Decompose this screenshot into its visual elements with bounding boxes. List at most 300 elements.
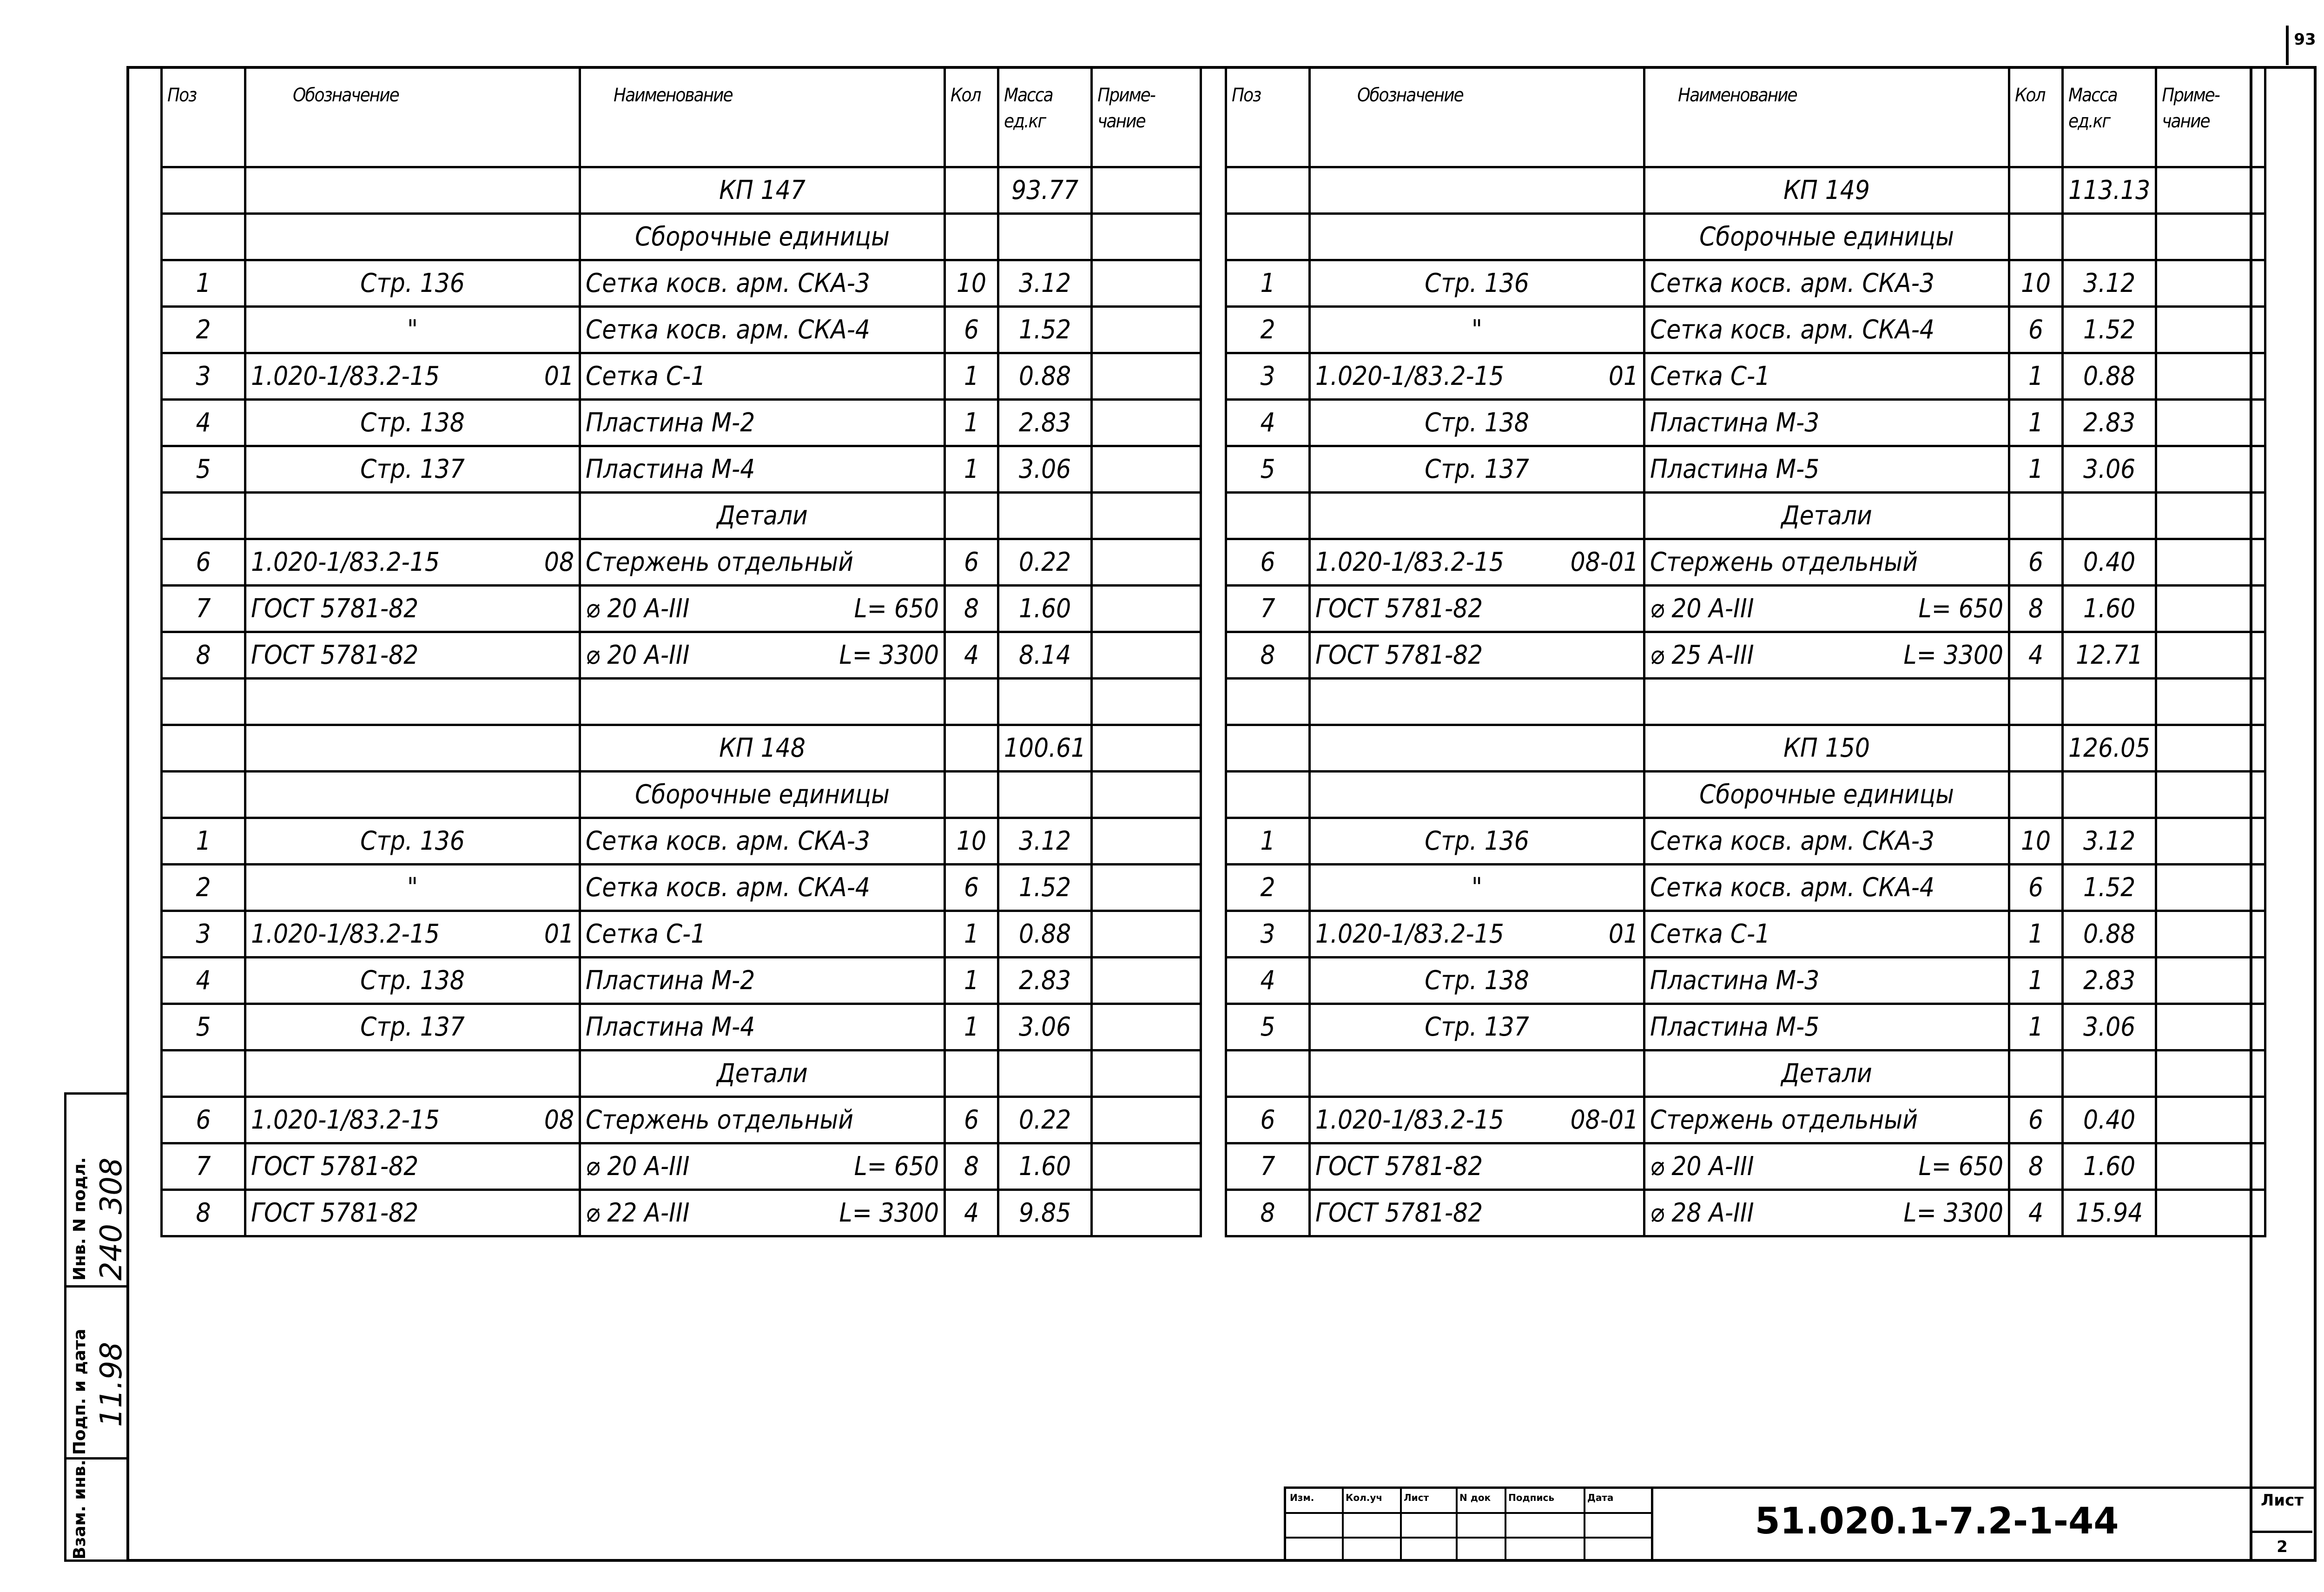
cell-qty: 6 (2009, 1097, 2063, 1143)
cell-name: Сетка косв. арм. СКА-4 (1644, 307, 2009, 353)
designation-text: 1.020-1/83.2-15 (251, 361, 440, 391)
cell-mass: 3.06 (998, 446, 1092, 493)
cell-designation (245, 1190, 580, 1236)
table-header-row (1226, 67, 2265, 167)
cell-name: Сетка С-1 (1644, 911, 2009, 958)
cell-designation: Стр. 136 (245, 818, 580, 865)
cell-poz: 2 (162, 307, 245, 353)
table-row (1226, 958, 2265, 1004)
cell-name: Стержень отдельный (1644, 539, 2009, 586)
cell-poz: 8 (1226, 1190, 1310, 1236)
cell-designation (1310, 911, 1644, 958)
rebar-length: L= 650 (854, 594, 939, 624)
cell-note (2156, 1190, 2265, 1236)
cell-designation (245, 1143, 580, 1190)
cell-poz: 5 (162, 1004, 245, 1050)
cell-note (2156, 632, 2265, 679)
cell-note (2156, 958, 2265, 1004)
cell-note (1092, 493, 1201, 539)
cell-name: Детали (580, 493, 945, 539)
cell-qty (2009, 725, 2063, 772)
cell-note (1092, 214, 1201, 260)
table-row (1226, 911, 2265, 958)
cell-name: Сетка С-1 (580, 911, 945, 958)
table-row (162, 1097, 1201, 1143)
cell-note (2156, 818, 2265, 865)
cell-designation: Стр. 136 (1310, 818, 1644, 865)
table-row (162, 1004, 1201, 1050)
table-row (162, 446, 1201, 493)
cell-designation (1310, 1097, 1644, 1143)
cell-mass (998, 493, 1092, 539)
table-row (1226, 679, 2265, 725)
header-designation: Обозначение (1310, 67, 1644, 167)
designation-text: 1.020-1/83.2-15 (1315, 361, 1504, 391)
cell-poz (1226, 1050, 1310, 1097)
cell-designation: Стр. 138 (245, 400, 580, 446)
cell-designation: Стр. 137 (1310, 1004, 1644, 1050)
cell-name (580, 1143, 945, 1190)
cell-qty: 1 (945, 1004, 998, 1050)
cell-note (1092, 1097, 1201, 1143)
cell-designation: Стр. 137 (245, 446, 580, 493)
cell-name (580, 632, 945, 679)
title-block (1284, 1486, 2317, 1562)
cell-mass: 3.06 (2063, 1004, 2156, 1050)
header-note: Приме- чание (1092, 67, 1201, 167)
table-row (162, 1143, 1201, 1190)
cell-name: Пластина М-3 (1644, 958, 2009, 1004)
cell-qty: 1 (945, 958, 998, 1004)
table-row (1226, 1050, 2265, 1097)
cell-note (1092, 307, 1201, 353)
cell-name: Сетка С-1 (1644, 353, 2009, 400)
cell-qty: 10 (2009, 818, 2063, 865)
tb-label-ndok: N док (1459, 1492, 1491, 1503)
cell-poz (1226, 772, 1310, 818)
table-row (162, 539, 1201, 586)
cell-qty: 1 (2009, 911, 2063, 958)
cell-note (2156, 725, 2265, 772)
cell-qty (945, 1050, 998, 1097)
rebar-mark: ⌀ 22 А-III (586, 1198, 690, 1228)
stamp-inv-podl-label: Инв. N подл. (70, 1157, 89, 1281)
cell-qty (945, 772, 998, 818)
cell-poz: 8 (162, 1190, 245, 1236)
cell-qty (2009, 214, 2063, 260)
designation-text: ГОСТ 5781-82 (251, 640, 419, 670)
cell-mass: 3.06 (998, 1004, 1092, 1050)
table-row (1226, 1004, 2265, 1050)
cell-qty: 6 (945, 539, 998, 586)
cell-name (1644, 632, 2009, 679)
cell-poz (162, 214, 245, 260)
cell-note (2156, 446, 2265, 493)
cell-poz: 3 (1226, 911, 1310, 958)
cell-designation (245, 586, 580, 632)
designation-text: ГОСТ 5781-82 (1315, 594, 1483, 624)
document-code: 51.020.1-7.2-1-44 (1755, 1500, 2119, 1542)
cell-poz: 3 (162, 911, 245, 958)
header-mass: Масса ед.кг (2063, 67, 2156, 167)
table-row (1226, 632, 2265, 679)
table-row (162, 911, 1201, 958)
table-row (162, 679, 1201, 725)
designation-text: 1.020-1/83.2-15 (251, 547, 440, 577)
designation-text: ГОСТ 5781-82 (1315, 640, 1483, 670)
header-note: Приме- чание (2156, 67, 2265, 167)
table-row (1226, 818, 2265, 865)
cell-name: Стержень отдельный (580, 1097, 945, 1143)
page-number: 93 (2286, 26, 2321, 65)
stamp-podp-value: 11.98 (94, 1341, 129, 1427)
cell-qty: 4 (945, 632, 998, 679)
cell-designation: Стр. 138 (1310, 958, 1644, 1004)
cell-note (2156, 772, 2265, 818)
table-row (162, 493, 1201, 539)
cell-designation (1310, 493, 1644, 539)
cell-designation (1310, 725, 1644, 772)
cell-note (2156, 679, 2265, 725)
cell-note (1092, 958, 1201, 1004)
cell-mass: 1.60 (998, 586, 1092, 632)
table-row (1226, 167, 2265, 214)
cell-name: КП 150 (1644, 725, 2009, 772)
table-row (1226, 400, 2265, 446)
cell-mass: 15.94 (2063, 1190, 2156, 1236)
cell-name: Сетка косв. арм. СКА-3 (1644, 818, 2009, 865)
designation-text: 1.020-1/83.2-15 (1315, 547, 1504, 577)
table-row (1226, 586, 2265, 632)
tb-label-list: Лист (1404, 1492, 1429, 1503)
cell-mass: 0.88 (998, 353, 1092, 400)
table-row (1226, 493, 2265, 539)
cell-mass: 0.88 (998, 911, 1092, 958)
cell-mass: 1.52 (2063, 865, 2156, 911)
cell-designation (1310, 539, 1644, 586)
cell-designation: Стр. 138 (245, 958, 580, 1004)
cell-note (1092, 772, 1201, 818)
cell-poz: 3 (162, 353, 245, 400)
rebar-mark: ⌀ 28 А-III (1650, 1198, 1754, 1228)
cell-qty: 8 (945, 586, 998, 632)
rebar-mark: ⌀ 20 А-III (1650, 594, 1754, 624)
cell-name: Пластина М-5 (1644, 446, 2009, 493)
cell-note (1092, 1190, 1201, 1236)
cell-designation (245, 772, 580, 818)
tb-label-kol: Кол.уч (1346, 1492, 1383, 1503)
cell-qty (2009, 772, 2063, 818)
rebar-length: L= 650 (854, 1151, 939, 1182)
header-name: Наименование (580, 67, 945, 167)
tb-label-izm: Изм. (1290, 1492, 1314, 1503)
cell-poz: 2 (1226, 307, 1310, 353)
table-row (162, 865, 1201, 911)
designation-code: 01 (544, 361, 574, 391)
cell-poz: 8 (162, 632, 245, 679)
cell-qty (2009, 167, 2063, 214)
rebar-length: L= 3300 (839, 1198, 939, 1228)
cell-note (1092, 167, 1201, 214)
cell-note (1092, 1004, 1201, 1050)
cell-poz: 2 (1226, 865, 1310, 911)
designation-text: ГОСТ 5781-82 (251, 594, 419, 624)
designation-text: ГОСТ 5781-82 (251, 1198, 419, 1228)
cell-name (1644, 1190, 2009, 1236)
cell-mass: 2.83 (998, 400, 1092, 446)
cell-qty: 10 (2009, 260, 2063, 307)
cell-mass: 3.12 (2063, 260, 2156, 307)
table-row (162, 400, 1201, 446)
cell-note (2156, 307, 2265, 353)
cell-note (2156, 493, 2265, 539)
header-qty: Кол (945, 67, 998, 167)
cell-note (1092, 632, 1201, 679)
cell-poz (162, 493, 245, 539)
cell-designation (245, 632, 580, 679)
cell-qty: 4 (2009, 632, 2063, 679)
cell-name: Пластина М-4 (580, 446, 945, 493)
cell-poz: 6 (1226, 1097, 1310, 1143)
cell-qty (2009, 1050, 2063, 1097)
cell-name: Сетка косв. арм. СКА-3 (1644, 260, 2009, 307)
cell-poz: 4 (162, 958, 245, 1004)
cell-poz: 1 (162, 818, 245, 865)
table-row (162, 1190, 1201, 1236)
cell-poz: 5 (162, 446, 245, 493)
cell-name: Стержень отдельный (1644, 1097, 2009, 1143)
cell-mass: 3.06 (2063, 446, 2156, 493)
cell-note (2156, 865, 2265, 911)
cell-note (2156, 586, 2265, 632)
cell-qty: 1 (2009, 353, 2063, 400)
cell-designation: Стр. 138 (1310, 400, 1644, 446)
designation-text: ГОСТ 5781-82 (251, 1151, 419, 1182)
header-name: Наименование (1644, 67, 2009, 167)
table-row (1226, 725, 2265, 772)
cell-note (2156, 1143, 2265, 1190)
designation-text: ГОСТ 5781-82 (1315, 1198, 1483, 1228)
table-row (162, 1050, 1201, 1097)
cell-name: Сетка косв. арм. СКА-3 (580, 260, 945, 307)
cell-poz (162, 772, 245, 818)
table-row (162, 958, 1201, 1004)
cell-name: Сетка косв. арм. СКА-4 (1644, 865, 2009, 911)
designation-code: 08-01 (1570, 547, 1638, 577)
cell-designation (1310, 353, 1644, 400)
cell-designation: " (1310, 307, 1644, 353)
table-row (1226, 1143, 2265, 1190)
cell-designation (245, 214, 580, 260)
designation-text: 1.020-1/83.2-15 (1315, 1105, 1504, 1135)
cell-note (2156, 400, 2265, 446)
cell-mass: 113.13 (2063, 167, 2156, 214)
cell-designation (1310, 1050, 1644, 1097)
rebar-length: L= 3300 (839, 640, 939, 670)
cell-designation: Стр. 137 (245, 1004, 580, 1050)
rebar-mark: ⌀ 20 А-III (586, 594, 690, 624)
cell-qty: 8 (2009, 1143, 2063, 1190)
cell-designation (245, 1097, 580, 1143)
cell-designation (1310, 772, 1644, 818)
cell-qty: 1 (945, 446, 998, 493)
cell-qty: 6 (2009, 307, 2063, 353)
cell-poz: 7 (1226, 586, 1310, 632)
cell-name: Пластина М-3 (1644, 400, 2009, 446)
tb-label-signature: Подпись (1508, 1492, 1554, 1503)
cell-poz: 1 (1226, 818, 1310, 865)
cell-designation (245, 493, 580, 539)
cell-poz: 8 (1226, 632, 1310, 679)
cell-name: Сборочные единицы (1644, 214, 2009, 260)
table-row (1226, 260, 2265, 307)
cell-mass: 1.60 (2063, 1143, 2156, 1190)
cell-mass: 0.88 (2063, 353, 2156, 400)
table-row (1226, 539, 2265, 586)
cell-mass: 2.83 (2063, 400, 2156, 446)
cell-note (1092, 1050, 1201, 1097)
table-row (162, 818, 1201, 865)
cell-designation: Стр. 136 (1310, 260, 1644, 307)
rebar-mark: ⌀ 25 А-III (1650, 640, 1754, 670)
cell-mass (998, 214, 1092, 260)
cell-note (2156, 214, 2265, 260)
cell-designation (245, 167, 580, 214)
table-row (162, 725, 1201, 772)
cell-note (1092, 446, 1201, 493)
cell-qty: 1 (2009, 446, 2063, 493)
cell-designation (1310, 586, 1644, 632)
cell-designation (245, 911, 580, 958)
cell-qty (945, 214, 998, 260)
sheet-value: 2 (2252, 1531, 2312, 1556)
cell-mass: 126.05 (2063, 725, 2156, 772)
cell-poz (1226, 725, 1310, 772)
cell-mass (2063, 214, 2156, 260)
designation-code: 08-01 (1570, 1105, 1638, 1135)
rebar-length: L= 3300 (1903, 640, 2003, 670)
table-row (1226, 307, 2265, 353)
cell-mass: 100.61 (998, 725, 1092, 772)
cell-poz: 3 (1226, 353, 1310, 400)
cell-poz: 7 (1226, 1143, 1310, 1190)
cell-note (1092, 260, 1201, 307)
cell-qty: 8 (2009, 586, 2063, 632)
header-qty: Кол (2009, 67, 2063, 167)
cell-poz: 5 (1226, 446, 1310, 493)
sheet-box (2250, 1486, 2317, 1562)
cell-mass: 3.12 (998, 260, 1092, 307)
cell-designation (1310, 1143, 1644, 1190)
cell-mass: 0.22 (998, 539, 1092, 586)
cell-qty (2009, 493, 2063, 539)
cell-designation (245, 679, 580, 725)
table-header-row (162, 67, 1201, 167)
cell-note (1092, 679, 1201, 725)
cell-mass (2063, 1050, 2156, 1097)
stamp-inv-podl (66, 1095, 127, 1285)
table-row (1226, 353, 2265, 400)
cell-mass: 1.52 (998, 865, 1092, 911)
cell-name (1644, 1143, 2009, 1190)
header-designation: Обозначение (245, 67, 580, 167)
rebar-length: L= 650 (1918, 1151, 2003, 1182)
table-row (1226, 865, 2265, 911)
cell-name: Стержень отдельный (580, 539, 945, 586)
table-row (162, 353, 1201, 400)
table-row (1226, 214, 2265, 260)
cell-designation: " (245, 865, 580, 911)
cell-qty: 6 (945, 307, 998, 353)
rebar-mark: ⌀ 20 А-III (586, 640, 690, 670)
cell-name (1644, 679, 2009, 725)
cell-note (2156, 1050, 2265, 1097)
cell-name: Детали (1644, 1050, 2009, 1097)
table-row (1226, 1097, 2265, 1143)
designation-code: 08 (544, 547, 574, 577)
designation-code: 01 (1608, 361, 1638, 391)
cell-poz: 1 (162, 260, 245, 307)
cell-qty (2009, 679, 2063, 725)
cell-name: Сетка С-1 (580, 353, 945, 400)
cell-qty (945, 679, 998, 725)
cell-mass: 2.83 (2063, 958, 2156, 1004)
cell-mass: 1.52 (2063, 307, 2156, 353)
header-poz: Поз (162, 67, 245, 167)
cell-name (580, 586, 945, 632)
table-row (162, 632, 1201, 679)
cell-note (2156, 353, 2265, 400)
sheet-label: Лист (2261, 1491, 2304, 1510)
table-row (162, 307, 1201, 353)
cell-mass: 8.14 (998, 632, 1092, 679)
stamp-inv-podl-value: 240 308 (94, 1157, 129, 1281)
cell-poz (162, 725, 245, 772)
spec-table-left (160, 66, 1202, 1237)
cell-poz (1226, 214, 1310, 260)
rebar-mark: ⌀ 20 А-III (586, 1151, 690, 1182)
cell-mass: 0.88 (2063, 911, 2156, 958)
header-mass: Масса ед.кг (998, 67, 1092, 167)
cell-note (2156, 539, 2265, 586)
cell-mass: 0.40 (2063, 539, 2156, 586)
designation-code: 01 (544, 919, 574, 949)
cell-qty: 8 (945, 1143, 998, 1190)
cell-poz: 6 (1226, 539, 1310, 586)
cell-mass (998, 1050, 1092, 1097)
cell-name: Сетка косв. арм. СКА-4 (580, 307, 945, 353)
cell-mass (2063, 493, 2156, 539)
designation-text: ГОСТ 5781-82 (1315, 1151, 1483, 1182)
cell-designation: Стр. 137 (1310, 446, 1644, 493)
table-row (1226, 1190, 2265, 1236)
cell-poz: 4 (1226, 400, 1310, 446)
cell-note (1092, 1143, 1201, 1190)
stamp-vzam-label: Взам. инв. (70, 1460, 89, 1559)
cell-qty: 6 (2009, 865, 2063, 911)
designation-text: 1.020-1/83.2-15 (251, 919, 440, 949)
cell-designation: " (245, 307, 580, 353)
cell-qty: 10 (945, 818, 998, 865)
table-row (1226, 446, 2265, 493)
cell-poz (1226, 679, 1310, 725)
cell-name: Сборочные единицы (580, 214, 945, 260)
cell-qty: 10 (945, 260, 998, 307)
cell-poz: 1 (1226, 260, 1310, 307)
cell-poz (162, 679, 245, 725)
table-row (162, 586, 1201, 632)
cell-designation (1310, 167, 1644, 214)
